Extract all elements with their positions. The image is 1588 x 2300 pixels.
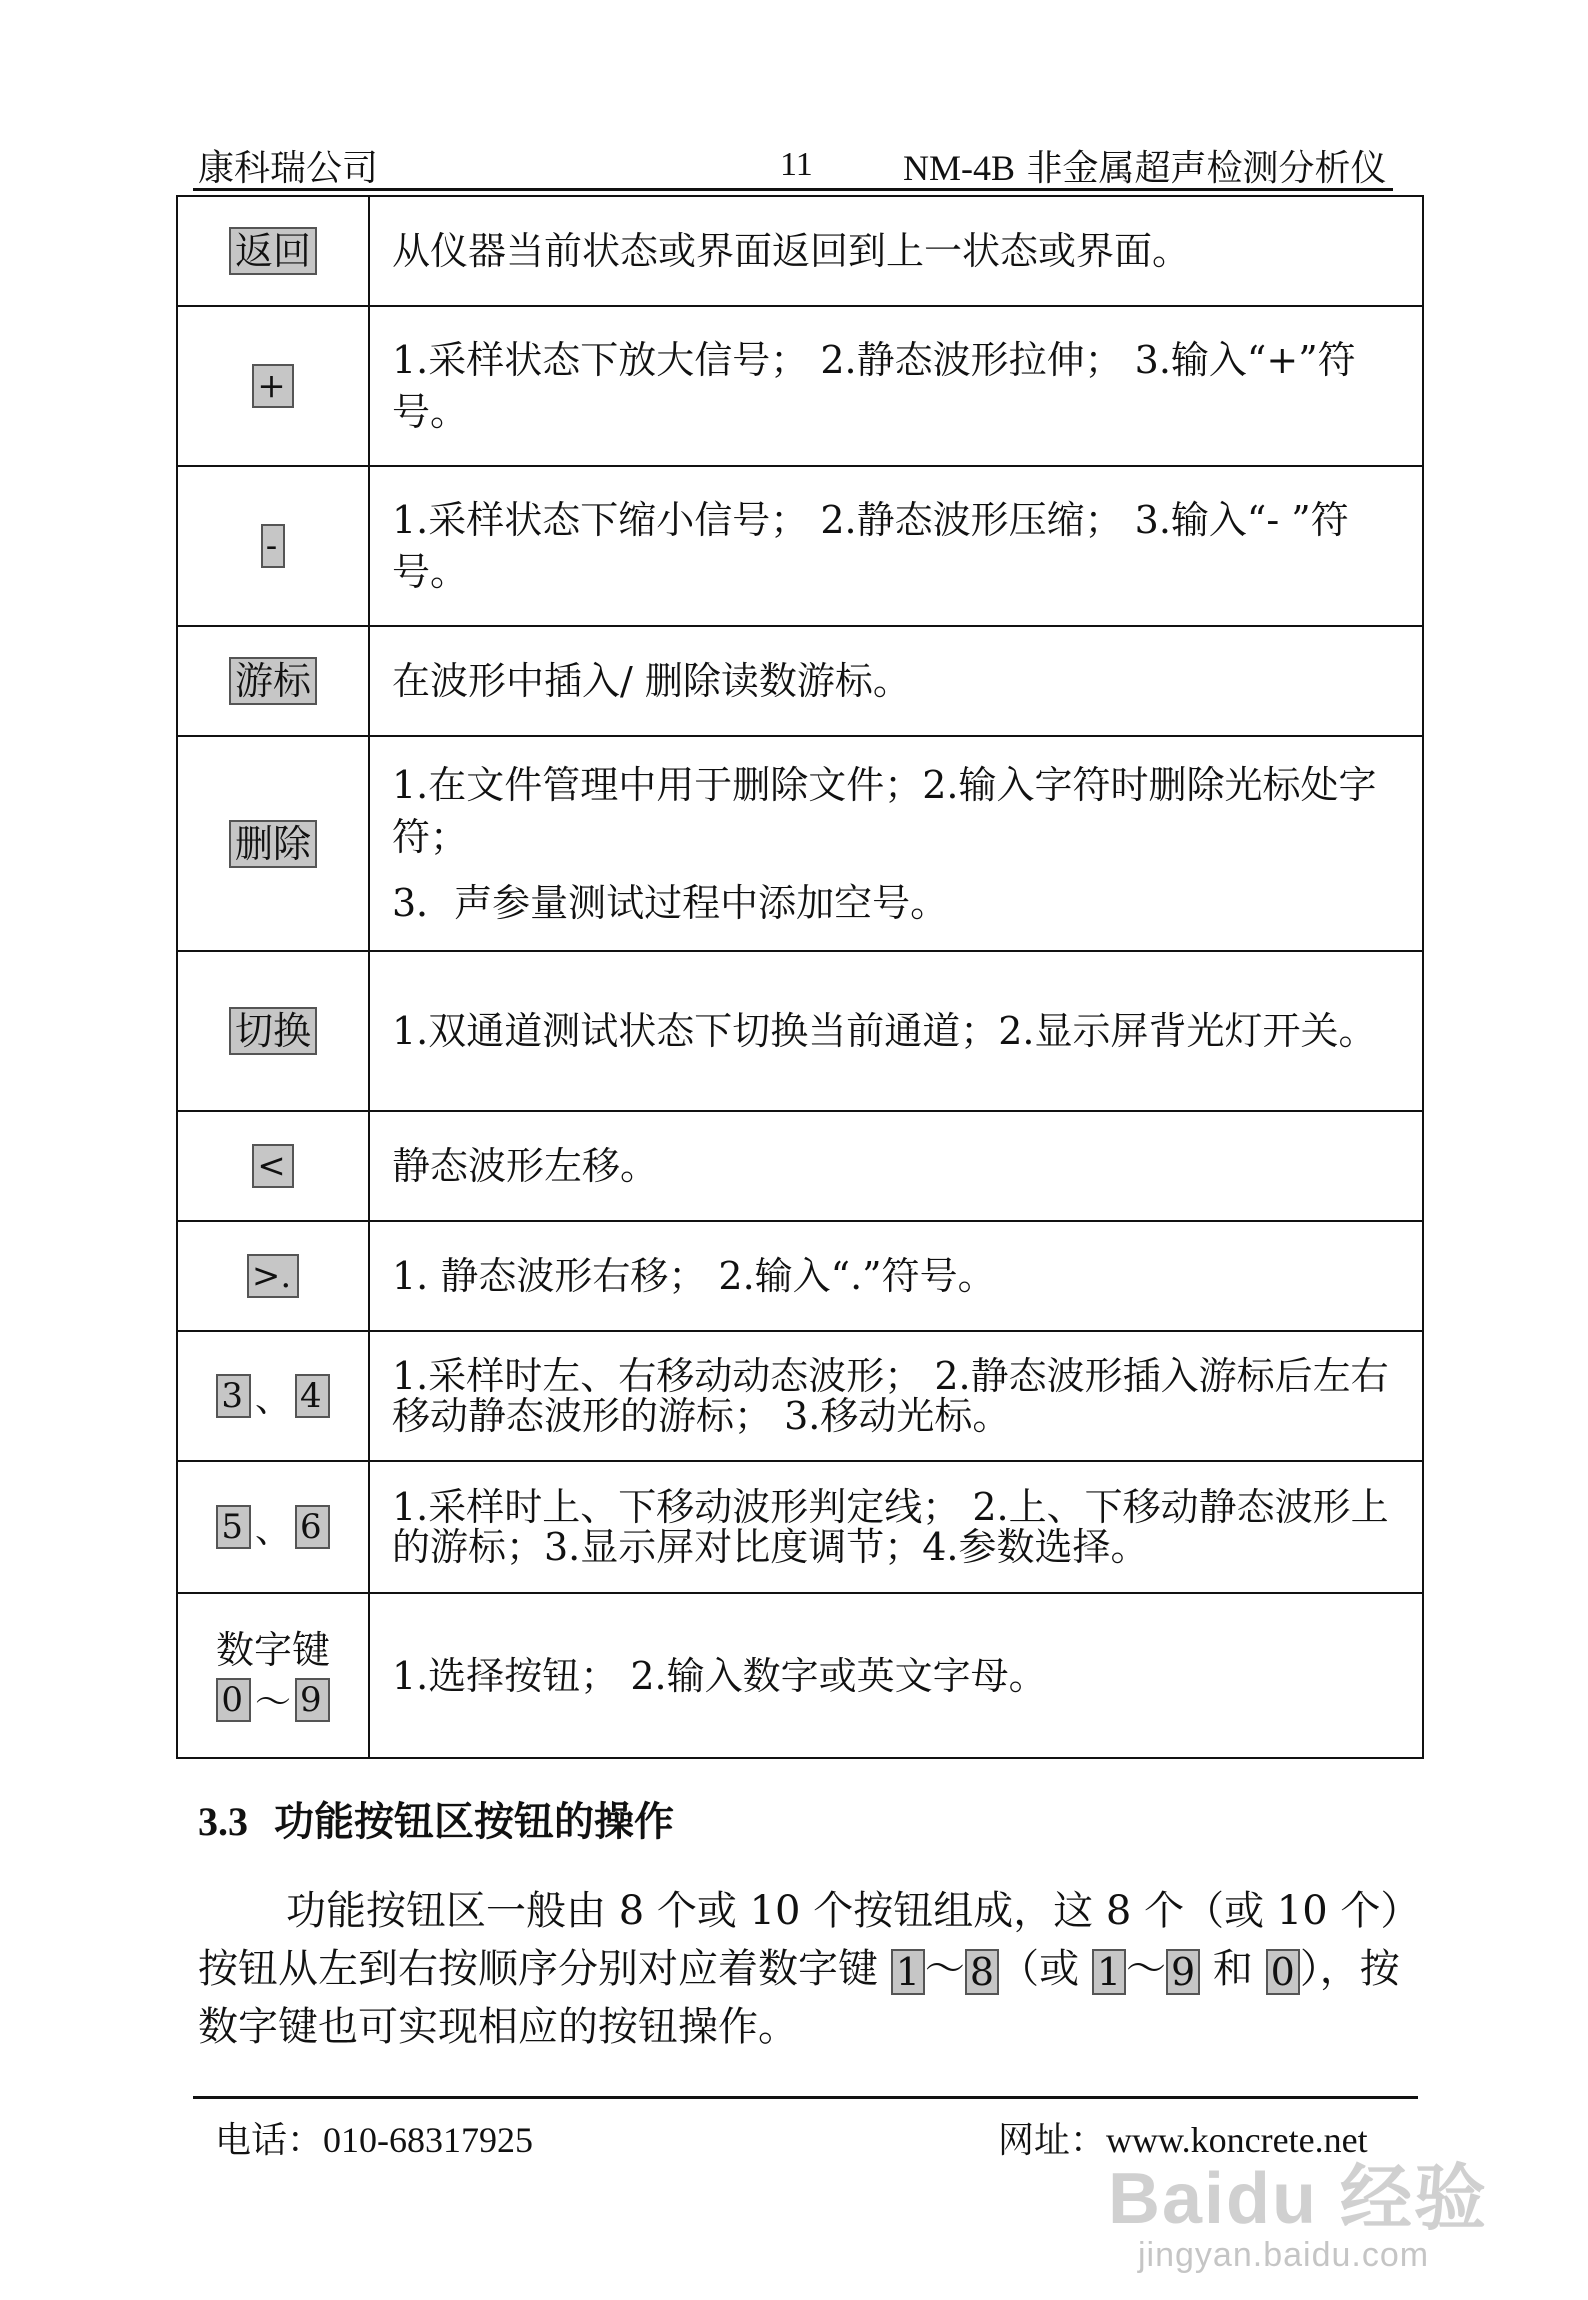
phone-label: 电话： [215,2120,324,2161]
key-desc: 1. 静态波形右移； 2.输入“.”符号。 [392,1254,996,1298]
key-cell [177,951,369,1111]
key-5: 5 [216,1505,251,1549]
footer-phone [215,2112,533,2163]
desc-cell [369,736,1423,951]
key-6: 6 [295,1505,330,1549]
table-row [177,736,1423,951]
desc-cell [369,196,1423,306]
key-4: 4 [295,1374,330,1418]
paragraph-text: ～ [1126,1946,1166,1992]
key-desc: 1.选择按钮； 2.输入数字或英文字母。 [392,1653,1047,1698]
key-table [176,195,1424,1759]
key-desc: 1.双通道测试状态下切换当前通道；2.显示屏背光灯开关。 [392,1009,1377,1053]
key-plus: + [252,364,294,408]
key-right: >. [247,1254,299,1298]
key-cell [177,306,369,466]
key-cell [177,1111,369,1221]
desc-cell [369,1593,1423,1758]
watermark [1108,2140,1508,2290]
key-range-separator: ～ [254,1682,291,1723]
inline-key: 9 [1166,1949,1200,1995]
inline-key: 8 [965,1949,999,1995]
key-desc: 1.采样状态下缩小信号； 2.静态波形压缩； 3.输入“- ”符号。 [392,498,1349,594]
key-0: 0 [216,1678,251,1722]
key-separator: 、 [254,1378,291,1420]
header-product-name: 非金属超声检测分析仪 [1026,148,1387,189]
section-heading [198,1790,674,1847]
section-number: 3.3 [198,1799,248,1844]
key-cell [177,736,369,951]
key-minus: - [261,524,286,568]
paragraph-text: （或 [999,1946,1092,1992]
key-left: < [252,1144,294,1188]
desc-cell [369,951,1423,1111]
key-3: 3 [216,1374,251,1418]
key-desc: 1.采样时左、右移动动态波形； 2.静态波形插入游标后左右移动静态波形的游标； 3.移动光标。 [392,1354,1389,1438]
key-cell [177,196,369,306]
key-desc: 在波形中插入/ 删除读数游标。 [392,659,911,703]
key-separator: 、 [254,1509,291,1551]
section-title: 功能按钮区按钮的操作 [274,1798,674,1845]
desc-cell [369,626,1423,736]
paragraph-text: ），按数字键也可实现相应的按钮操作。 [198,1946,1400,2050]
table-row [177,1221,1423,1331]
body-paragraph [198,1882,1408,2056]
paragraph-text: 功能按钮区一般由 8 个或 10 个按钮组成，这 8 个（或 10 个）按钮从左到右按顺序分别对应着数字键 [198,1888,1401,1992]
table-row [177,951,1423,1111]
table-row [177,196,1423,306]
key-cell [177,466,369,626]
key-cell [177,626,369,736]
table-row [177,1461,1423,1593]
header-company: 康科瑞公司 [198,148,379,189]
table-row [177,1593,1423,1758]
key-desc: 1.采样时上、下移动波形判定线； 2.上、下移动静态波形上的游标；3.显示屏对比度调节；4.参数选择。 [392,1485,1389,1569]
key-switch: 切换 [229,1007,317,1055]
key-delete: 删除 [229,820,317,868]
key-return: 返回 [229,227,317,275]
key-cell [177,1221,369,1331]
inline-key: 0 [1266,1949,1300,1995]
table-row [177,306,1423,466]
table-row [177,1331,1423,1461]
paragraph-text: ～ [924,1946,965,1992]
inline-key: 1 [891,1949,925,1995]
table-row [177,466,1423,626]
footer-rule [193,2096,1418,2099]
website-label: 网址： [998,2120,1107,2161]
key-cell [177,1461,369,1593]
watermark-logo: Baidu 经验 [1108,2159,1489,2239]
desc-cell [369,1331,1423,1461]
table-row [177,1111,1423,1221]
key-desc: 从仪器当前状态或界面返回到上一状态或界面。 [392,229,1191,273]
numeric-keys-label: 数字键 [215,1628,330,1672]
key-cell [177,1593,369,1758]
phone-number: 010-68317925 [323,2120,534,2160]
key-cell [177,1331,369,1461]
desc-cell [369,1221,1423,1331]
paragraph-text: 和 [1200,1946,1266,1992]
desc-cell [369,1111,1423,1221]
table-row [177,626,1423,736]
header-model: NM-4B [903,148,1016,188]
key-9: 9 [295,1678,330,1722]
key-desc: 静态波形左移。 [392,1144,659,1188]
key-cursor: 游标 [229,657,317,705]
header-rule [193,188,1393,191]
website-url: www.koncrete.net [1106,2120,1368,2160]
desc-cell [369,1461,1423,1593]
header-product [903,140,1386,191]
desc-cell [369,466,1423,626]
inline-key: 1 [1092,1949,1126,1995]
key-desc: 1.采样状态下放大信号； 2.静态波形拉伸； 3.输入“+”符号。 [392,338,1356,434]
watermark-url: jingyan.baidu.com [1138,2236,1430,2274]
page-number: 11 [780,146,813,183]
key-desc: 3．声参量测试过程中添加空号。 [392,880,949,925]
key-desc: 1.在文件管理中用于删除文件；2.输入字符时删除光标处字符； [392,762,1377,859]
desc-cell [369,306,1423,466]
